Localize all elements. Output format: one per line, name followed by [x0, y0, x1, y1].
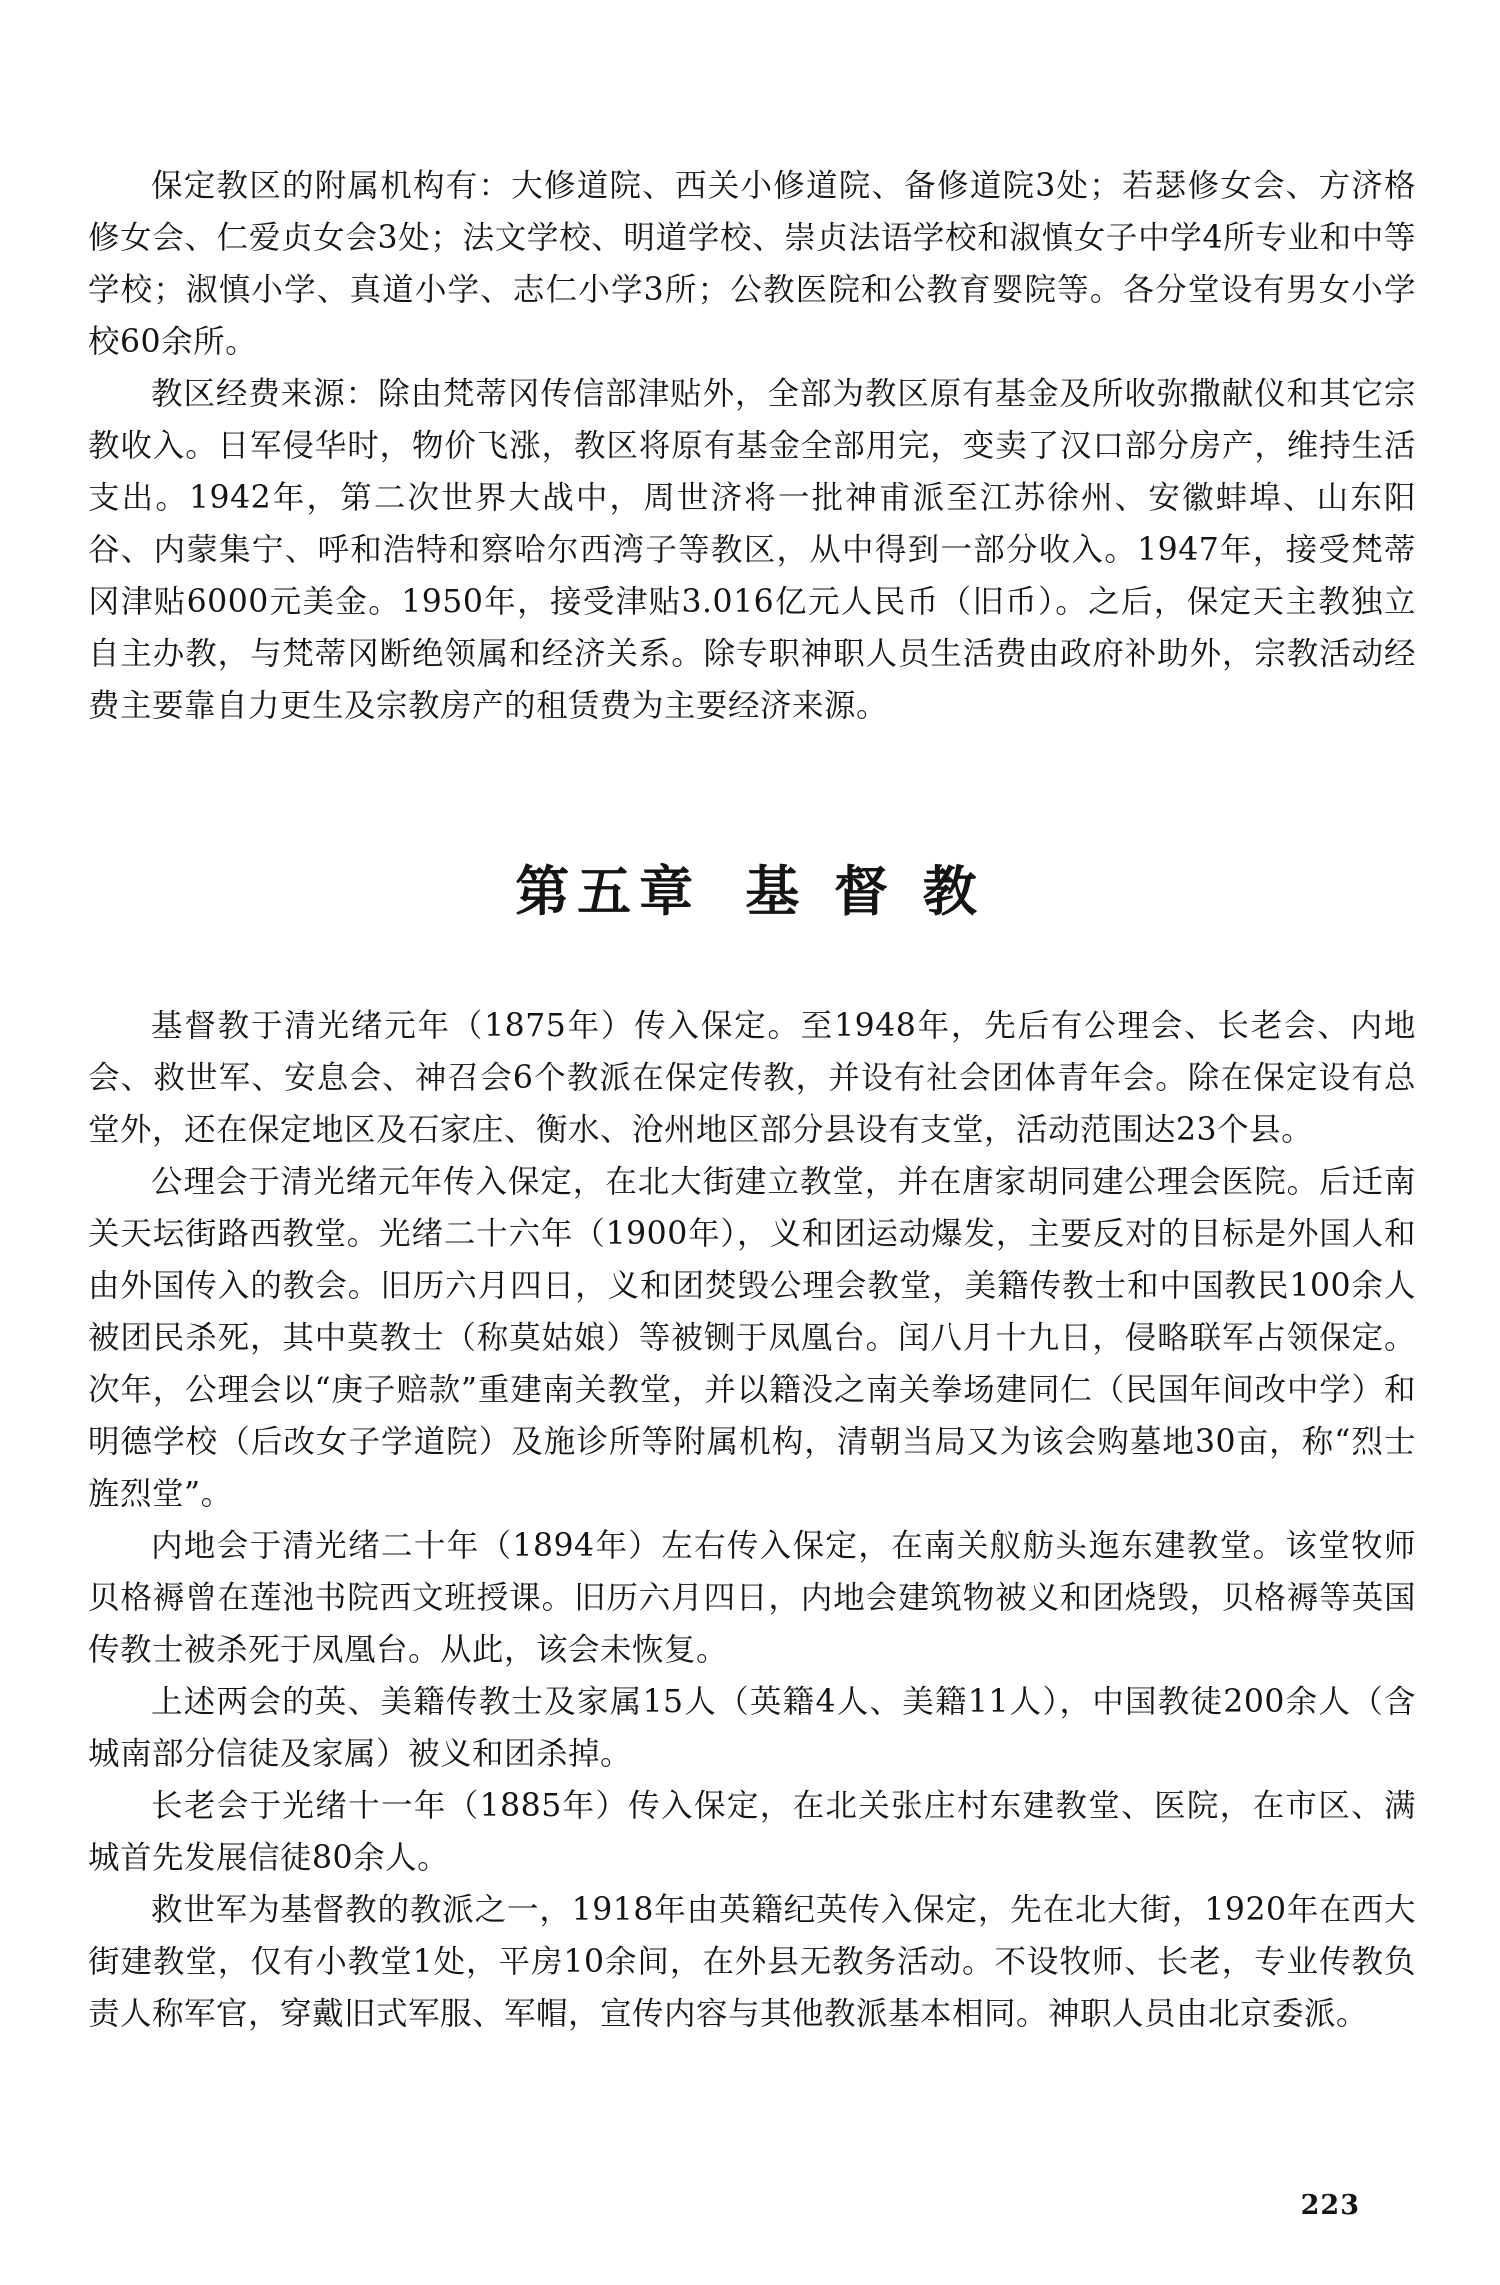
chapter-number: 第五章	[515, 859, 702, 923]
paragraph-inland-mission: 内地会于清光绪二十年（1894年）左右传入保定，在南关舣舫头迤东建教堂。该堂牧师贝格褥曾在莲池书院西文班授课。旧历六月四日，内地会建筑物被义和团烧毁，贝格褥等英国传教士被杀死于凤凰台。从此，该会未恢复。	[88, 1528, 1416, 1668]
paragraph-salvation-army: 救世军为基督教的教派之一，1918年由英籍纪英传入保定，先在北大街，1920年在西大街建教堂，仅有小教堂1处，平房10余间，在外县无教务活动。不设牧师、长老，专业传教负责人称军官，穿戴旧式军服、军帽，宣传内容与其他教派基本相同。神职人员由北京委派。	[88, 1892, 1416, 2032]
paragraph-intro: 基督教于清光绪元年（1875年）传入保定。至1948年，先后有公理会、长老会、内地会、救世军、安息会、神召会6个教派在保定传教，并设有社会团体青年会。除在保定设有总堂外，还在保定地区及石家庄、衡水、沧州地区部分县设有支堂，活动范围达23个县。	[88, 1008, 1416, 1148]
catholic-section-continuation	[88, 160, 1416, 732]
paragraph-diocese-funding: 教区经费来源：除由梵蒂冈传信部津贴外，全部为教区原有基金及所收弥撒献仪和其它宗教收入。日军侵华时，物价飞涨，教区将原有基金全部用完，变卖了汉口部分房产，维持生活支出。1942年，第二次世界大战中，周世济将一批神甫派至江苏徐州、安徽蚌埠、山东阳谷、内蒙集宁、呼和浩特和察哈尔西湾子等教区，从中得到一部分收入。1947年，接受梵蒂冈津贴6000元美金。1950年，接受津贴3.016亿元人民币（旧币）。之后，保定天主教独立自主办教，与梵蒂冈断绝领属和经济关系。除专职神职人员生活费由政府补助外，宗教活动经费主要靠自力更生及宗教房产的租赁费为主要经济来源。	[88, 376, 1416, 724]
paragraph-casualties: 上述两会的英、美籍传教士及家属15人（英籍4人、美籍11人），中国教徒200余人（含城南部分信徒及家属）被义和团杀掉。	[88, 1684, 1416, 1772]
paragraph-presbyterian-church: 长老会于光绪十一年（1885年）传入保定，在北关张庄村东建教堂、医院，在市区、满城首先发展信徒80余人。	[88, 1788, 1416, 1876]
page-number: 223	[1300, 2190, 1360, 2221]
paragraph-affiliated-institutions: 保定教区的附属机构有：大修道院、西关小修道院、备修道院3处；若瑟修女会、方济格修女会、仁爱贞女会3处；法文学校、明道学校、崇贞法语学校和淑慎女子中学4所专业和中等学校；淑慎小学、真道小学、志仁小学3所；公教医院和公教育婴院等。各分堂设有男女小学校60余所。	[88, 168, 1416, 360]
chapter-heading	[0, 856, 1500, 926]
chapter-title: 基 督 教	[745, 859, 985, 923]
paragraph-congregational-church: 公理会于清光绪元年传入保定，在北大街建立教堂，并在唐家胡同建公理会医院。后迁南关天坛街路西教堂。光绪二十六年（1900年），义和团运动爆发，主要反对的目标是外国人和由外国传入的教会。旧历六月四日，义和团焚毁公理会教堂，美籍传教士和中国教民100余人被团民杀死，其中莫教士（称莫姑娘）等被铡于凤凰台。闰八月十九日，侵略联军占领保定。次年，公理会以“庚子赔款”重建南关教堂，并以籍没之南关拳场建同仁（民国年间改中学）和明德学校（后改女子学道院）及施诊所等附属机构，清朝当局又为该会购墓地30亩，称“烈士旌烈堂”。	[88, 1164, 1416, 1512]
protestant-section	[88, 1000, 1416, 2040]
